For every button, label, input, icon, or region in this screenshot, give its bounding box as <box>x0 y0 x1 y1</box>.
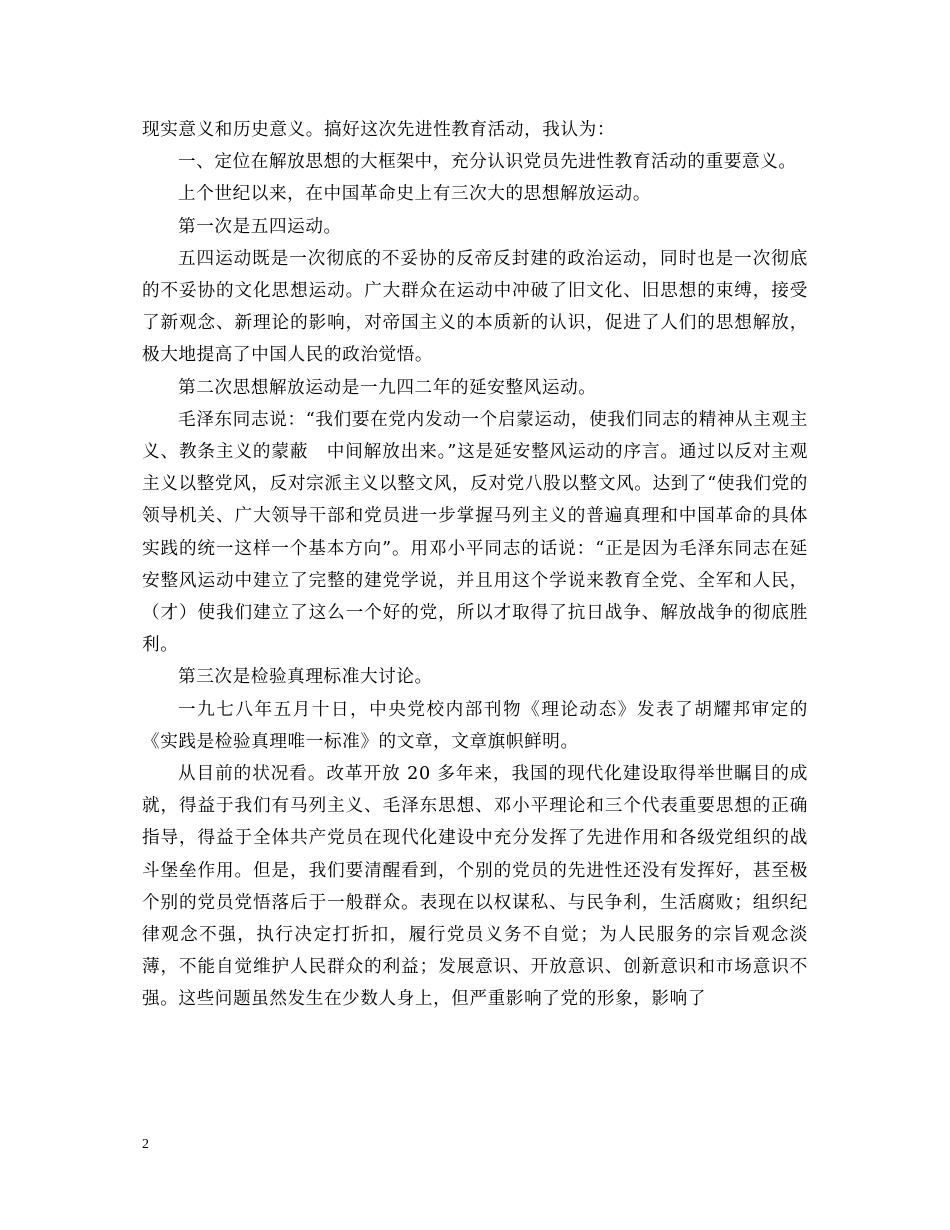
document-body <box>142 114 808 1016</box>
paragraph: 毛泽东同志说：“我们要在党内发动一个启蒙运动，使我们同志的精神从主观主义、教条主义的蒙蔽 中间解放出来。”这是延安整风运动的序言。通过以反对主观主义以整党风，反对宗派主义以整文风，反对党八股以整文风。达到了“使我们党的领导机关、广大领导干部和党员进一步掌握马列主义的普遍真理和中国革命的具体实践的统一这样一个基本方向”。用邓小平同志的话说：“正是因为毛泽东同志在延安整风运动中建立了完整的建党学说，并且用这个学说来教育全党、全军和人民，（才）使我们建立了这么一个好的党，所以才取得了抗日战争、解放战争的彻底胜利。 <box>142 409 808 656</box>
paragraph: 现实意义和历史意义。搞好这次先进性教育活动，我认为： <box>142 120 616 140</box>
paragraph: 从目前的状况看。改革开放 20 多年来，我国的现代化建设取得举世瞩目的成就，得益于我们有马列主义、毛泽东思想、邓小平理论和三个代表重要思想的正确指导，得益于全体共产党员在现代化建设中充分发挥了先进作用和各级党组织的战斗堡垒作用。但是，我们要清醒看到，个别的党员的先进性还没有发挥好，甚至极个别的党员党悟落后于一般群众。表现在以权谋私、与民争利，生活腐败；组织纪律观念不强，执行决定打折扣，履行党员义务不自觉；为人民服务的宗旨观念淡薄，不能自觉维护人民群众的利益；发展意识、开放意识、创新意识和市场意识不强。这些问题虽然发生在少数人身上，但严重影响了党的形象，影响了 <box>142 764 808 1010</box>
page-number: 2 <box>142 1137 149 1152</box>
paragraph: 第一次是五四运动。 <box>178 216 342 237</box>
paragraph: 五四运动既是一次彻底的不妥协的反帝反封建的政治运动，同时也是一次彻底的不妥协的文化思想运动。广大群众在运动中冲破了旧文化、旧思想的束缚，接受了新观念、新理论的影响，对帝国主义的本质新的认识，促进了人们的思想解放，极大地提高了中国人民的政治觉悟。 <box>142 248 808 366</box>
paragraph: 一、定位在解放思想的大框架中，充分认识党员先进性教育活动的重要意义。 <box>178 152 797 173</box>
paragraph: 第二次思想解放运动是一九四二年的延安整风运动。 <box>178 377 597 398</box>
paragraph: 上个世纪以来，在中国革命史上有三次大的思想解放运动。 <box>178 184 652 205</box>
paragraph: 一九七八年五月十日，中央党校内部刊物《理论动态》发表了胡耀邦审定的《实践是检验真理唯一标准》的文章，文章旗帜鲜明。 <box>142 699 808 752</box>
paragraph: 第三次是检验真理标准大讨论。 <box>178 667 433 688</box>
